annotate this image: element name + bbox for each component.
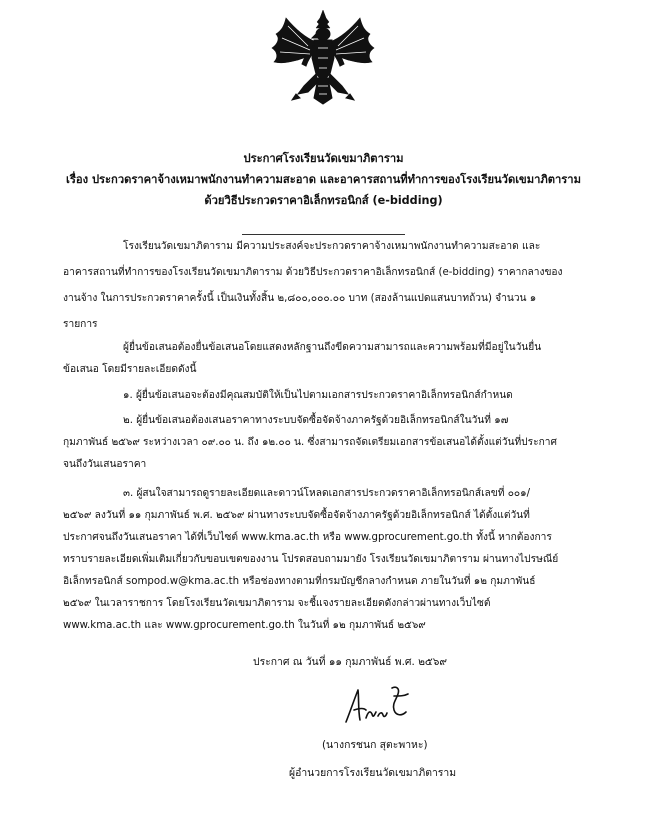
item-3-line-2: ๒๕๖๙ ลงวันที่ ๑๑ กุมภาพันธ์ พ.ศ. ๒๕๖๙ ผ่านทางระบบจัดซื้อจัดจ้างภาครัฐด้วยอิเล็กทรอนิกส์ ได้ตั้งแต่วันที่ [63, 510, 530, 521]
intro-line-1: โรงเรียนวัดเขมาภิตาราม มีความประสงค์จะประกวดราคาจ้างเหมาพนักงานทำความสะอาด และ [123, 241, 541, 252]
intro-paragraph [63, 236, 603, 335]
item-3-paragraph [63, 483, 603, 636]
item-3-line-3: ประกาศจนถึงวันเสนอราคา ได้ที่เว็บไซต์ www.kma.ac.th หรือ www.gprocurement.go.th ทั้งนี้ หากต้องการ [63, 532, 552, 543]
announcement-title [20, 148, 627, 211]
title-divider [242, 234, 405, 235]
signatory-name: (นางกรชนก สุตะพาหะ) [322, 739, 428, 751]
announcement-date: ประกาศ ณ วันที่ ๑๑ กุมภาพันธ์ พ.ศ. ๒๕๖๙ [253, 656, 448, 668]
title-line-1: ประกาศโรงเรียนวัดเขมาภิตาราม [243, 152, 404, 165]
title-line-2: เรื่อง ประกวดราคาจ้างเหมาพนักงานทำความสะอาด และอาคารสถานที่ทำการของโรงเรียนวัดเขมาภิตาราม [66, 173, 581, 186]
garuda-emblem-icon [268, 8, 378, 108]
intro-line-4: รายการ [63, 319, 98, 330]
item-3-line-1: ๓. ผู้สนใจสามารถดูรายละเอียดและดาวน์โหลดเอกสารประกวดราคาอิเล็กทรอนิกส์เลขที่ ๐๐๑/ [123, 488, 531, 499]
qualification-paragraph [63, 337, 603, 380]
handwritten-signature [340, 682, 420, 728]
qualification-line-1: ผู้ยื่นข้อเสนอต้องยื่นข้อเสนอโดยแสดงหลักฐานถึงขีดความสามารถและความพร้อมที่มีอยู่ในวันยื่น [123, 342, 542, 353]
item-1-line: ๑. ผู้ยื่นข้อเสนอจะต้องมีคุณสมบัติให้เป็นไปตามเอกสารประกวดราคาอิเล็กทรอนิกส์กำหนด [123, 390, 513, 401]
signatory-position: ผู้อำนวยการโรงเรียนวัดเขมาภิตาราม [289, 767, 457, 779]
item-3-line-6: ๒๕๖๙ ในเวลาราชการ โดยโรงเรียนวัดเขมาภิตาราม จะชี้แจงรายละเอียดดังกล่าวผ่านทางเว็บไซต์ [63, 598, 491, 609]
item-2-line-1: ๒. ผู้ยื่นข้อเสนอต้องเสนอราคาทางระบบจัดซื้อจัดจ้างภาครัฐด้วยอิเล็กทรอนิกส์ในวันที่ ๑๗ [123, 415, 509, 426]
item-3-line-4: ทราบรายละเอียดเพิ่มเติมเกี่ยวกับขอบเขตของงาน โปรดสอบถามมายัง โรงเรียนวัดเขมาภิตาราม ผ่านทางไปรษณีย์ [63, 554, 559, 565]
qualification-line-2: ข้อเสนอ โดยมีรายละเอียดดังนี้ [63, 364, 197, 375]
item-3-line-7: www.kma.ac.th และ www.gprocurement.go.th ในวันที่ ๑๒ กุมภาพันธ์ ๒๕๖๙ [63, 620, 426, 631]
item-2-line-2: กุมภาพันธ์ ๒๕๖๙ ระหว่างเวลา ๐๙.๐๐ น. ถึง ๑๒.๐๐ น. ซึ่งสามารถจัดเตรียมเอกสารข้อเสนอได้ตั้งแต่วันที่ประกาศ [63, 437, 557, 448]
intro-line-2: อาคารสถานที่ทำการของโรงเรียนวัดเขมาภิตาราม ด้วยวิธีประกวดราคาอิเล็กทรอนิกส์ (e-bidding) ราคากลางของ [63, 267, 563, 278]
title-line-3: ด้วยวิธีประกวดราคาอิเล็กทรอนิกส์ (e-bidding) [204, 194, 443, 207]
item-3-line-5: อิเล็กทรอนิกส์ sompod.w@kma.ac.th หรือช่องทางตามที่กรมบัญชีกลางกำหนด ภายในวันที่ ๑๒ กุมภาพันธ์ [63, 576, 536, 587]
item-2-line-3: จนถึงวันเสนอราคา [63, 459, 147, 470]
item-1-paragraph [63, 385, 603, 406]
item-2-paragraph [63, 410, 603, 475]
intro-line-3: งานจ้าง ในการประกวดราคาครั้งนี้ เป็นเงินทั้งสิ้น ๒,๘๐๐,๐๐๐.๐๐ บาท (สองล้านแปดแสนบาทถ้วน) จำนวน ๑ [63, 293, 537, 304]
